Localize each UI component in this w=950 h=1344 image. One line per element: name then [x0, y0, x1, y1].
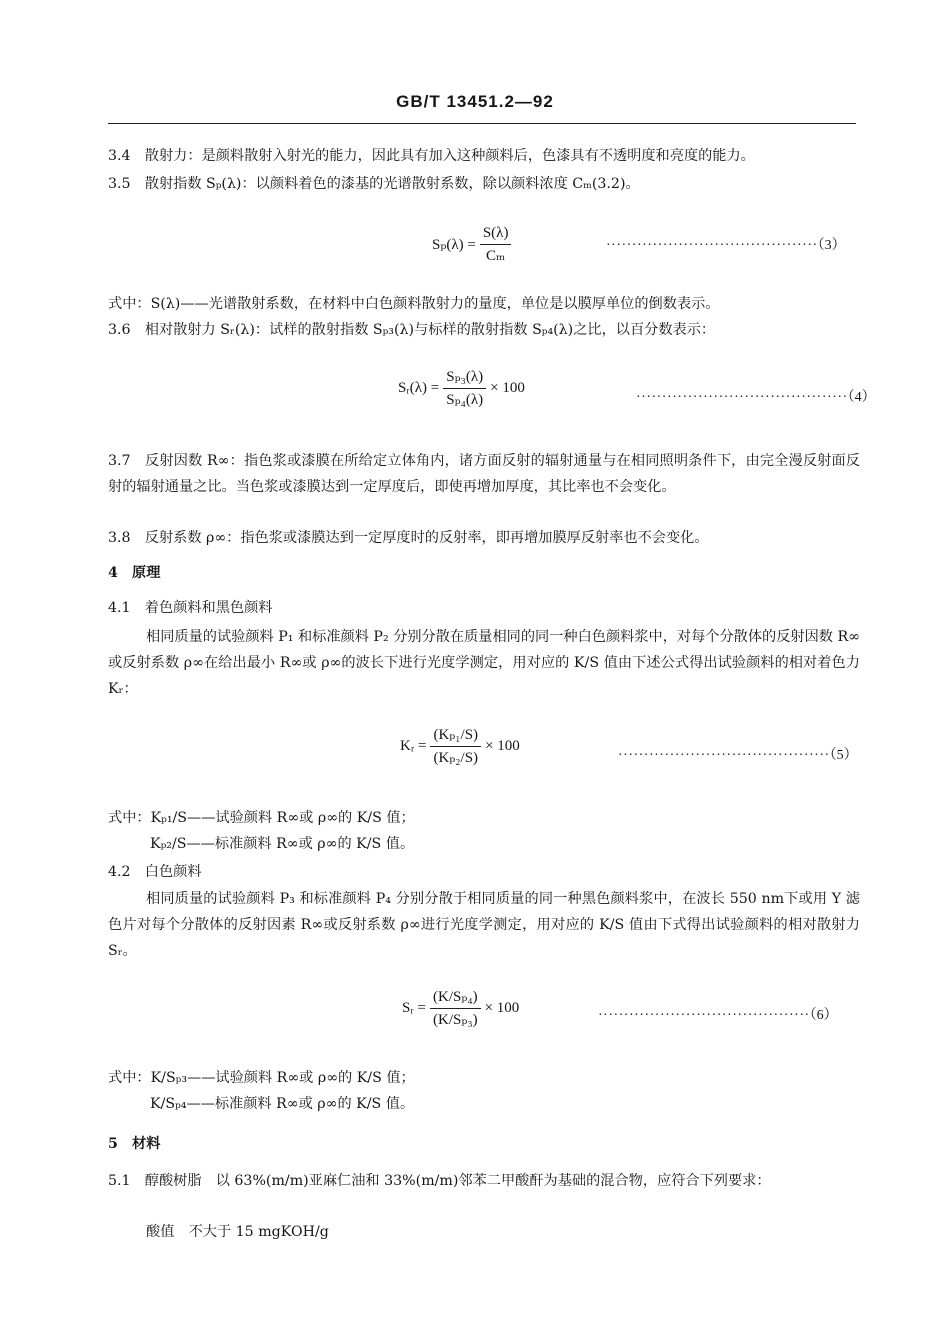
- clause-3-6: 3.6 相对散射力 Sᵣ(λ)：试样的散射指数 Sₚ₃(λ)与标样的散射指数 Sₚ₄(λ)之比，以百分数表示：: [108, 322, 716, 338]
- equation-3-label: （3）: [817, 238, 846, 253]
- equation-6-lhs: Sᵣ =: [402, 1000, 426, 1016]
- clause-4-1-heading: 4.1 着色颜料和黑色颜料: [108, 600, 273, 616]
- acid-value: 酸值 不大于 15 mgKOH/g: [146, 1224, 329, 1240]
- clause-3-7: 3.7 反射因数 R∞：指色浆或漆膜在所给定立体角内，诸方面反射的辐射通量与在相同照明条件下，由完全漫反射面反射的辐射通量之比。当色浆或漆膜达到一定厚度后，即使再增加厚度，其比率也不会变化。: [108, 453, 860, 495]
- equation-6-label: （6）: [809, 1008, 838, 1023]
- equation-5: [400, 726, 520, 767]
- standard-code-header: GB/T 13451.2—92: [396, 92, 554, 111]
- equation-3-lhs: Sₚ(λ) =: [432, 237, 476, 253]
- equation-5-tail: × 100: [485, 738, 520, 754]
- equation-3-number: [606, 234, 846, 254]
- clause-3-4: 3.4 散射力：是颜料散射入射光的能力，因此具有加入这种颜料后，色漆具有不透明度和亮度的能力。: [108, 148, 755, 164]
- equation-4-number: [636, 386, 876, 406]
- equation-3: [432, 224, 515, 265]
- equation-6-denominator: (K/Sₚ₃): [433, 1012, 478, 1028]
- equation-5-number: [618, 744, 858, 764]
- equation-3-denominator: Cₘ: [486, 248, 506, 264]
- where-ksp4: K/Sₚ₄——标准颜料 R∞或 ρ∞的 K/S 值。: [150, 1096, 415, 1112]
- equation-5-denominator: (Kₚ₂/S): [433, 750, 479, 766]
- clause-3-5: 3.5 散射指数 Sₚ(λ)：以颜料着色的漆基的光谱散射系数，除以颜料浓度 Cₘ(3.2)。: [108, 176, 640, 192]
- clause-4-1-body: 相同质量的试验颜料 P₁ 和标准颜料 P₂ 分别分散在质量相同的同一种白色颜料浆中，对每个分散体的反射因数 R∞或反射系数 ρ∞在给出最小 R∞或 ρ∞的波长下进行光度学测定，用对应的 K/S 值由下述公式得出试验颜料的相对着色力 Kᵣ：: [108, 629, 860, 697]
- where-kp2: Kₚ₂/S——标准颜料 R∞或 ρ∞的 K/S 值。: [150, 836, 415, 852]
- equation-6-tail: × 100: [484, 1000, 520, 1016]
- equation-3-numerator: S(λ): [480, 224, 512, 245]
- equation-6-number: [598, 1004, 838, 1024]
- equation-4: [398, 368, 525, 409]
- where-s-lambda: 式中：S(λ)——光谱散射系数，在材料中白色颜料散射力的量度，单位是以膜厚单位的倒数表示。: [108, 296, 720, 312]
- section-4-heading: 4 原理: [108, 565, 161, 581]
- equation-4-numerator: Sₚ₃(λ): [443, 368, 486, 389]
- equation-4-denominator: Sₚ₄(λ): [446, 392, 484, 408]
- clause-4-2-heading: 4.2 白色颜料: [108, 864, 202, 880]
- where-ksp3: 式中：K/Sₚ₃——试验颜料 R∞或 ρ∞的 K/S 值；: [108, 1070, 415, 1086]
- equation-5-leader: ·········································: [618, 748, 830, 763]
- clause-3-8: 3.8 反射系数 ρ∞：指色浆或漆膜达到一定厚度时的反射率，即再增加膜厚反射率也不会变化。: [108, 530, 709, 546]
- clause-4-2-body: 相同质量的试验颜料 P₃ 和标准颜料 P₄ 分别分散于相同质量的同一种黑色颜料浆中，在波长 550 nm下或用 Y 滤色片对每个分散体的反射因素 R∞或反射系数 ρ∞进行光度学测定，用对应的 K/S 值由下式得出试验颜料的相对散射力 Sᵣ。: [108, 891, 860, 959]
- equation-5-lhs: Kᵣ =: [400, 738, 427, 754]
- equation-4-leader: ·········································: [636, 390, 848, 405]
- equation-5-numerator: (Kₚ₁/S): [430, 726, 481, 747]
- equation-5-label: （5）: [829, 748, 858, 763]
- section-5-heading: 5 材料: [108, 1136, 161, 1152]
- clause-5-1: 5.1 醇酸树脂 以 63%(m/m)亚麻仁油和 33%(m/m)邻苯二甲酸酐为基础的混合物，应符合下列要求：: [108, 1173, 771, 1189]
- equation-6-numerator: (K/Sₚ₄): [430, 988, 481, 1009]
- equation-4-label: （4）: [847, 390, 876, 405]
- equation-6-leader: ·········································: [598, 1008, 810, 1023]
- where-kp1: 式中：Kₚ₁/S——试验颜料 R∞或 ρ∞的 K/S 值；: [108, 810, 415, 826]
- equation-4-lhs: Sᵣ(λ) =: [398, 380, 440, 396]
- equation-6: [402, 988, 519, 1029]
- header-rule: [108, 123, 856, 124]
- equation-3-leader: ·········································: [606, 238, 818, 253]
- equation-4-tail: × 100: [490, 380, 525, 396]
